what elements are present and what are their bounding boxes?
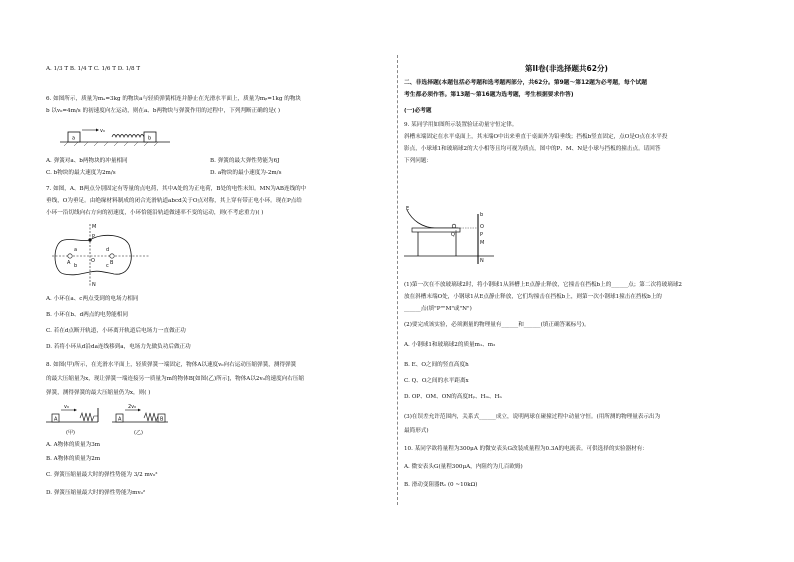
q7-option-b: B. 小环在b、d两点的电势能相同 [46,312,128,318]
q8-yi-caption: (乙) [134,430,143,436]
q7-charge-b [110,254,114,258]
q7-option-c: C. 若在d点断开轨道，小环离开轨道后电场力一直做正功 [46,328,186,334]
q8-stem-line3: 弹簧，测得弹簧的最大压缩量仍为x，则( ) [46,390,151,396]
q7-option-d: D. 若将小环从d沿da连线移到a，电场力先做负功后做正功 [46,344,191,350]
q8-option-b: B. A物体的质量为2m [46,456,101,462]
q6-label-v0: v₀ [100,128,105,134]
q10-option-b: B. 滑动变阻器R₁ (0 ~10kΩ) [404,482,478,488]
q7-stem-line3: 小环一沿切线向右方向的初速度，小环恰能沿轨道做速率不变的运动，则(不考虑重力)( ) [46,210,264,216]
q9-label-q: Q [451,232,455,238]
q9-line1: 9. 某同学用如图所示装置验证动量守恒定律。 [404,122,518,128]
q9-label-e: E [406,206,410,212]
part2-line2: 考生都必须作答。第13题～第16题为选考题，考生根据要求作答) [404,92,574,98]
q8-yi-label-b: B [160,416,164,423]
q9-line3: 影点，小球球1和玻璃球2的大小相等且均可视为质点，图中的P、M、N是小球与挡板的撞击点。请回答 [404,146,661,152]
q7-charge-a [68,254,72,258]
q9-label-m: M [480,240,485,246]
q6-spring [112,135,144,138]
q9-option-b: B. E、O之间的竖直高度h [404,362,469,368]
q9-label-n: N [480,258,484,264]
part2-line1: 二、非选择题(本题包括必考题和选考题两部分，共62分。第9题～第12题为必考题，每个试题 [404,80,648,86]
q8-yi-label-a: A [118,416,122,423]
q8-option-d: D. 弹簧压缩量最大时的弹性势能为mv₀² [46,490,146,496]
q8-stem-line1: 8. 如图(甲)所示，在光滑水平面上，轻质弹簧一端固定，物体A以速度v₀向右运动压缩弹簧，测得弹簧 [46,362,297,368]
q7-label-p: P [92,234,96,240]
q6-label-a: a [72,135,76,142]
q6-arrow-head [96,129,99,132]
q9-option-c: C. Q、O之间的水平距离x [404,378,469,384]
q8-yi-label-2v0: 2v₀ [128,404,137,410]
q7-track [55,235,131,275]
q6-option-a: A. 弹簧对a、b两物块的冲量相同 [46,158,128,164]
q7-stem-line1: 7. 如图，A、B两点分别固定有等量的点电荷，其中A处的为正电荷，B处的电性未知。MN为AB连线的中 [46,186,307,192]
q7-label-A: A [67,260,71,266]
q7-label-B: B [110,260,114,266]
q10-option-a: A. 微安表头G(量程300μA，内阻约为几百欧姆) [404,464,523,470]
q8-yi-spring [144,413,160,421]
q9-part3-line2: 最简形式) [404,428,429,434]
q9-option-d: D. OP、OM、ON的高度Hₚ、Hₘ、Hₙ [404,394,502,400]
q10-line1: 10. 某同学欲将量程为300μA 的微安表头G改装成量程为0.3A的电流表。可供选择的实验器材有： [404,446,648,452]
q7-label-b-track: b [74,263,78,269]
must-heading: (一)必考题 [404,108,432,114]
q9-part2: (2)要完成该实验，必须测量的物理量有______和______(填正确答案标号)。 [404,322,590,328]
q9-part1-line2: 放在斜槽末端O处，小钢球1从E点静止释放，它们均撞击在挡板b上，则第一次小钢球1撞击在挡板b上的 [404,294,662,300]
q6-ground-hatch [64,142,158,146]
q6-figure [60,124,170,148]
q8-jia-label-a: A [54,416,58,423]
q6-stem-line1: 6. 如图所示，质量为mₐ=3kg 的物块a与轻质弹簧相连并静止在光滑水平面上，质量为mᵦ=1kg 的物块 [46,96,302,102]
q7-figure [50,222,160,288]
q5-options: A. 1/3 T B. 1/4 T C. 1/6 T D. 1/8 T [46,66,141,72]
q7-option-a: A. 小环在a、c两点受到的电场力相同 [46,296,139,302]
q9-ball-2 [452,224,456,228]
q7-label-a-track: a [74,247,78,253]
q9-part1-line1: (1)第一次在不放玻璃球2时，将小钢球1从斜槽上E点静止释放，它撞击在挡板b上的______点；第二次将玻璃球2 [404,282,682,288]
q8-figure-jia [46,404,98,436]
q8-option-a: A. A物体的质量为3m [46,442,101,448]
column-divider [397,55,398,505]
q6-option-d: D. a物块的最小速度为-2m/s [210,170,282,176]
q7-label-o: O [91,258,95,264]
q7-label-d: d [106,247,110,253]
q9-part3-line1: (3)在误差允许范围内，关系式______成立，说明两球在碰撞过程中动量守恒。(用所测的物理量表示出为 [404,414,661,420]
q6-option-c: C. b物块的最大速度为2m/s [46,170,116,176]
q7-label-n: N [92,282,96,288]
q6-label-b: b [148,135,152,142]
q7-label-m: M [92,224,97,230]
q9-label-b: b [480,212,484,218]
q9-ramp [407,210,458,228]
q9-option-a: A. 小钢球1和玻璃球2的质量m₁、m₂ [404,342,496,348]
q9-line2: 斜槽末端固定在水平桌面上，其末端O中出来垂直于桌面外为铅垂线；挡板b竖直固定，点O是O点在水平投 [404,134,668,140]
q8-figure-yi [112,404,168,436]
section-title: 第II卷(非选择题共62分) [525,64,608,73]
q9-label-p: P [480,232,484,238]
q8-stem-line2: 的最大压缩量为x，现让弹簧一端连接另一质量为m的物体B[如图(乙)所示]，物体A以2v₀的速度向右压缩 [46,376,305,382]
q9-label-o: O [480,224,484,230]
q6-stem-line2: b 以v₀=4m/s 的初速度向左运动，则在a、b两物块与弹簧作用的过程中，下列判断正确的是( ) [46,108,281,114]
q8-jia-label-v0: v₀ [64,404,69,410]
q6-option-b: B. 弹簧的最大弹性势能为6J [210,158,280,164]
q9-figure [404,206,496,270]
q9-part1-line3: ______点(填"P""M"或"N") [404,306,472,312]
q8-jia-spring [80,413,98,421]
q8-option-c: C. 弹簧压缩量最大时的弹性势能为 3/2 mv₀² [46,472,158,478]
q8-jia-caption: (甲) [66,430,75,436]
q9-line4: 下列问题： [404,158,432,164]
q7-stem-line2: 垂线，O为垂足。由绝缘材料制成的闭合光滑轨道abcd关于O点对称，其上穿有带正电小环。现在P点给 [46,198,302,204]
q7-label-c: c [106,263,109,269]
q8-figure [46,404,176,438]
